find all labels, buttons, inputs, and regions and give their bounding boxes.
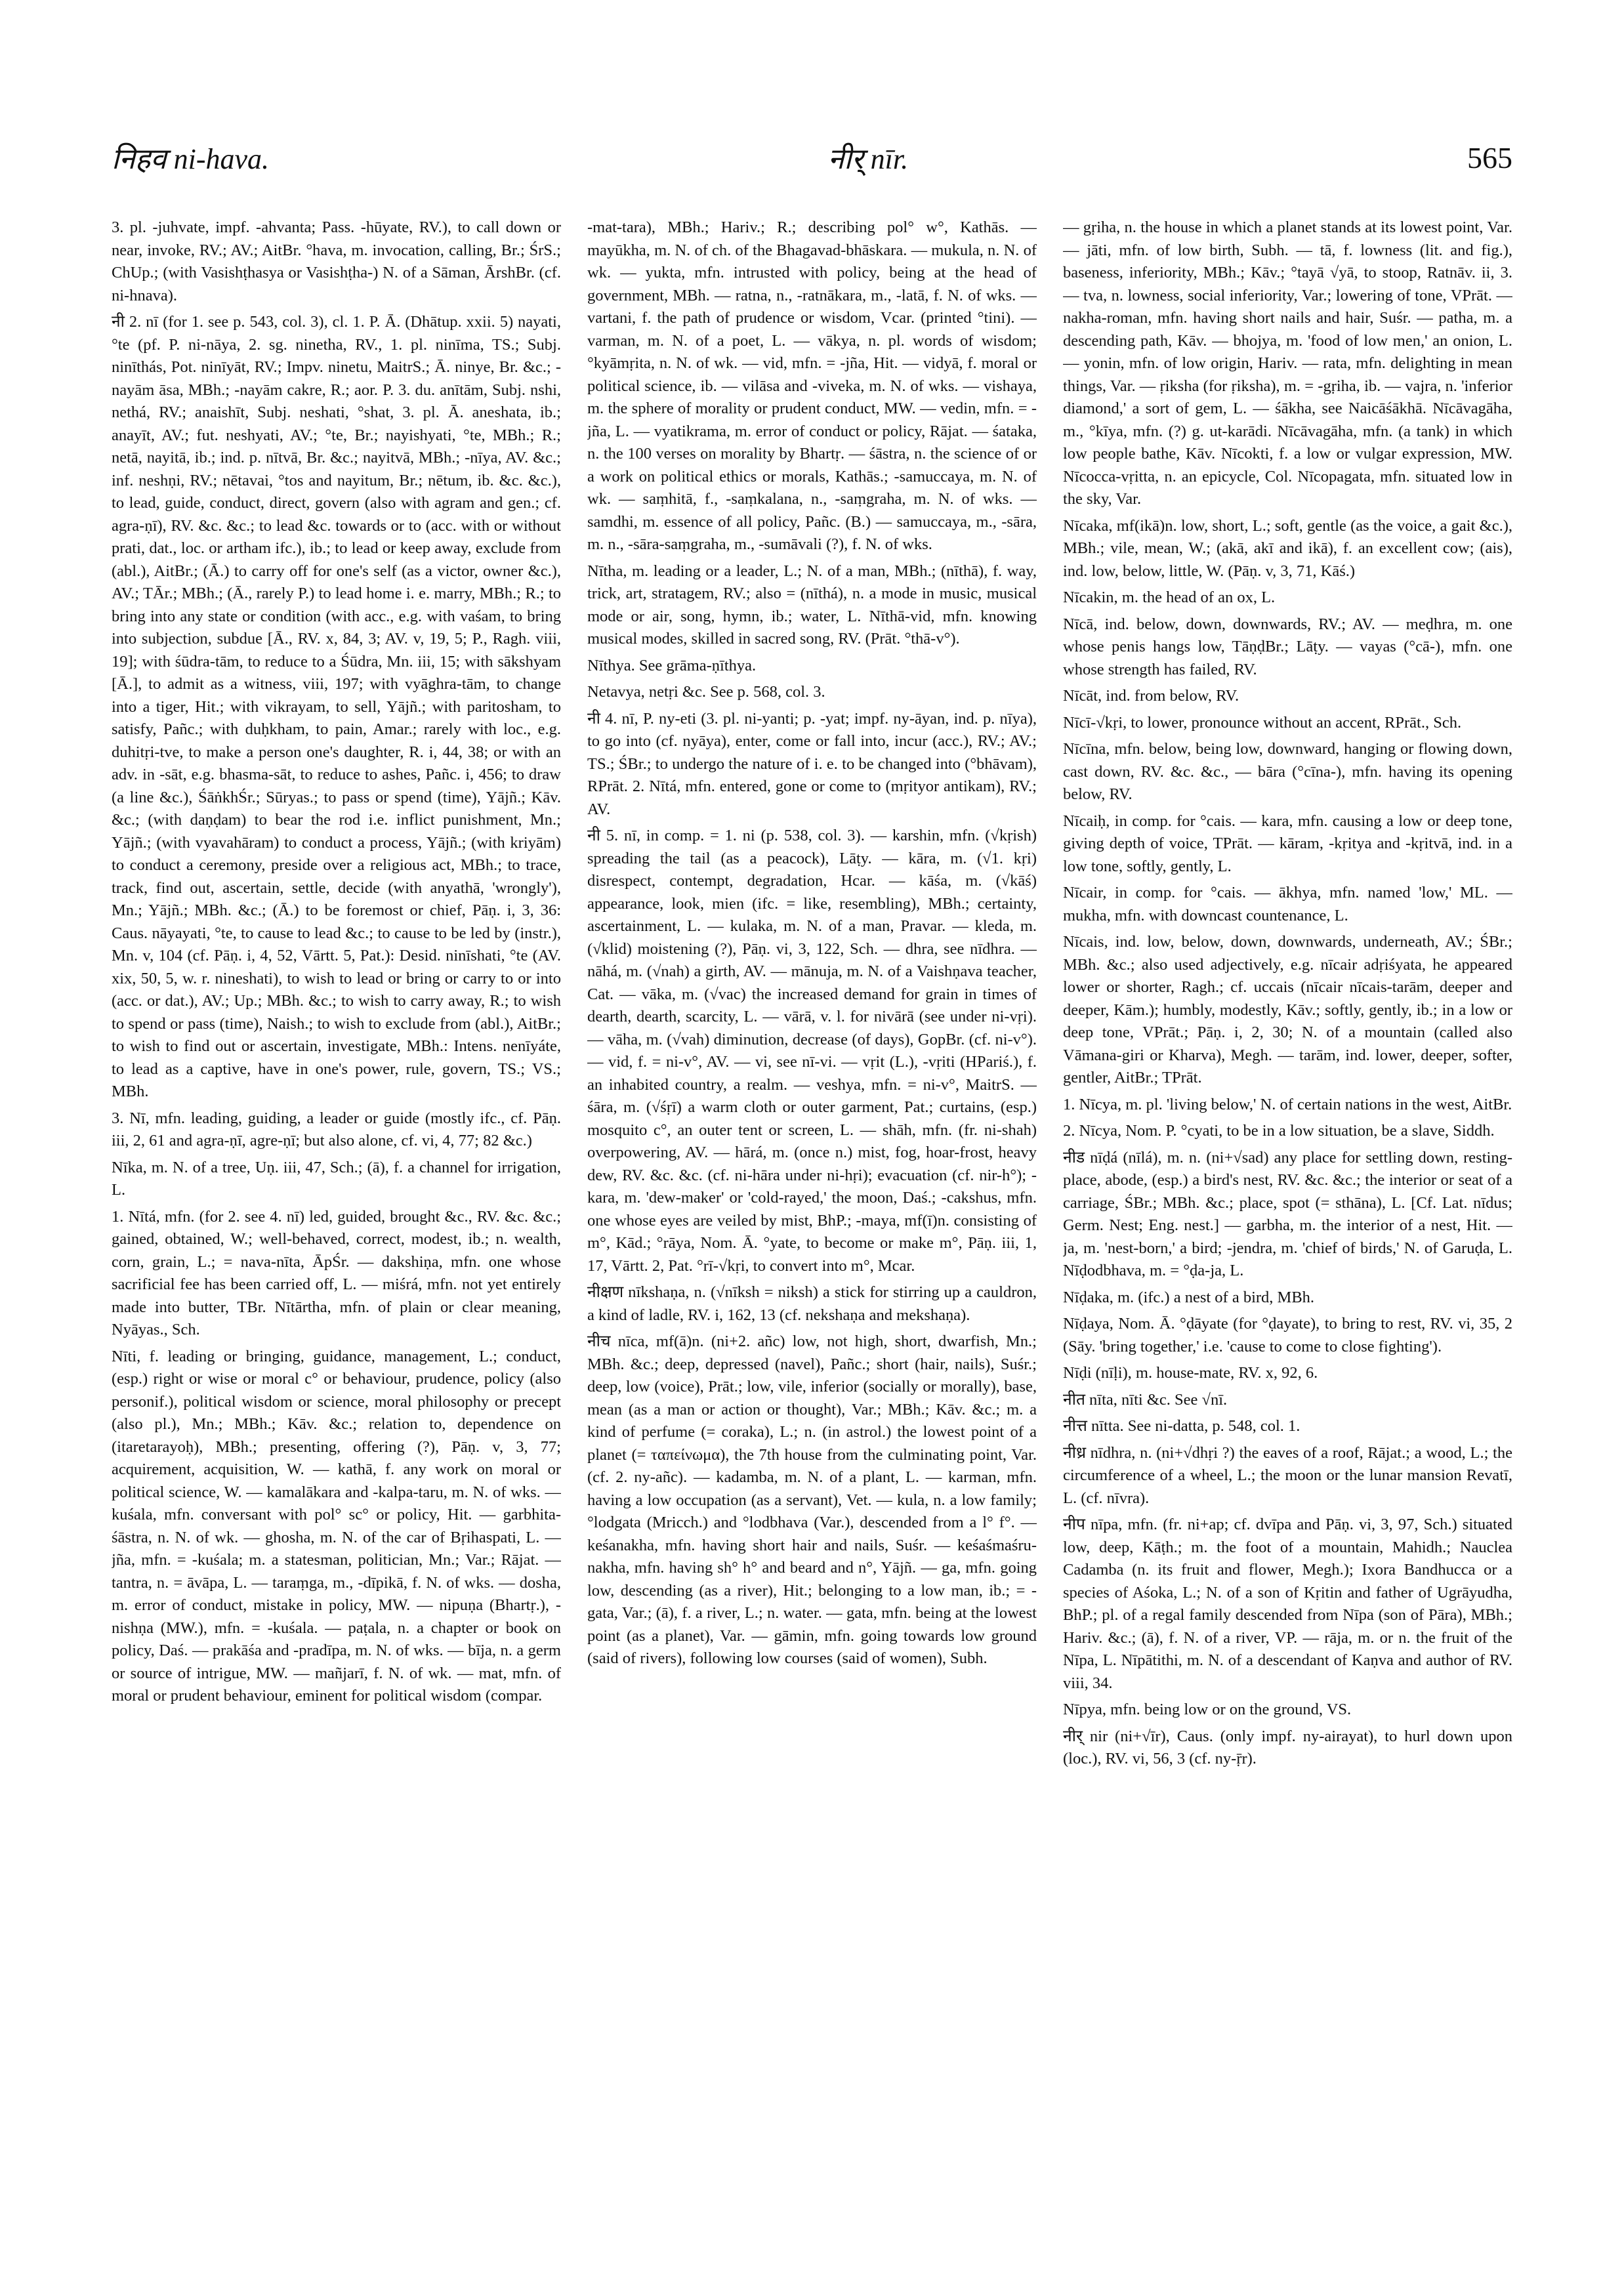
dictionary-entry: Nīcaiḥ, in comp. for °cais. — kara, mfn. causing a low or deep tone, giving depth of voice, TPrāt. — kāram, -kṛitya and -kṛitvā, ind. in a low tone, softly, gently, L. bbox=[1063, 812, 1512, 875]
dictionary-entry: नीध्र nīdhra, n. (ni+√dhṛi ?) the eaves of a roof, Rājat.; a wood, L.; the circumference of a wheel, L.; the moon or the lunar mansion Revatī, L. (cf. nīvra). bbox=[1063, 1443, 1512, 1507]
dictionary-entry: Nīḍaya, Nom. Ā. °ḍāyate (for °ḍayate), to bring to rest, RV. vi, 35, 2 (Sāy. 'bring together,' i.e. 'cause to come to close fighting'). bbox=[1063, 1315, 1512, 1355]
dictionary-entry: नी 5. nī, in comp. = 1. ni (p. 538, col. 3). — karshin, mfn. (√kṛish) spreading the tail (as a peacock), Lāṭy. — kāra, m. (√1. kṛi) disrespect, contempt, degradation, Hcar. — kāśa, m. (√kāś) appearance, look, mien (ifc. = like, resembling), MBh.; certainty, ascertainment, L. — kulaka, m. N. of a man, Pravar. — kleda, m. (√klid) moistening (?), Pāṇ. vi, 3, 122, Sch. — dhra, see nīdhra. — nāhá, m. (√nah) a girth, AV. — mānuja, m. N. of a Vaishṇava teacher, Cat. — vāka, m. (√vac) the increased demand for grain in times of dearth, dearth, scarcity, L. — vārā, v. l. for nivārā (see under ni-vṛi). — vāha, m. (√vah) diminution, decrease (of days), GopBr. (cf. ni-v°). — vid, f. = ni-v°, AV. — vi, see nī-vi. — vṛit (L.), -vṛiti (HPariś.), f. an inhabited country, a realm. — veshya, mfn. = ni-v°, MaitrS. — śāra, m. (√śṛī) a warm cloth or outer garment, Pat.; curtains, (esp.) mosquito c°, an outer tent or screen, L. — shāh, mfn. (fr. ni-shah) overpowering, AV. — hārá, m. (once n.) mist, fog, hoar-frost, heavy dew, RV. &c. &c. (cf. ni-hāra under ni-hṛi); evacuation (cf. nir-h°); -kara, m. 'dew-maker' or 'cold-rayed,' the moon, Daś.; -cakshus, mfn. one whose eyes are veiled by mist, BhP.; -maya, mf(ī)n. consisting of m°, Kād.; °rāya, Nom. Ā. °yate, to become or make m°, Pāṇ. iii, 1, 17, Vārtt. 2, Pat. °rī-√kṛi, to convert into m°, Mcar. bbox=[587, 827, 1037, 1275]
header-right-guideword: नीर् nīr. bbox=[827, 143, 909, 175]
dictionary-entry: 1. Nīcya, m. pl. 'living below,' N. of certain nations in the west, AitBr. bbox=[1063, 1095, 1512, 1113]
dictionary-entry: नीच nīca, mf(ā)n. (ni+2. añc) low, not high, short, dwarfish, Mn.; MBh. &c.; deep, depressed (navel), Pañc.; short (hair, nails), Suśr.; deep, low (voice), Prāt.; low, vile, inferior (socially or morally), base, mean (as a man or action or thought), Var.; MBh.; Kāv. &c.; m. a kind of perfume (= coraka), L.; n. (in astrol.) the lowest point of a planet (= ταπείνωμα), the 7th house from the culminating point, Var. (cf. 2. ny-añc). — kadamba, m. N. of a plant, L. — karman, mfn. having a low occupation (as a servant), Vet. — kula, n. a low family; °lodgata (Mricch.) and °lodbhava (Var.), descended from a l° f°. — keśanakha, mfn. having short hair and nails, Suśr. — keśaśmaśru-nakha, mfn. having sh° h° and beard and n°, Yājñ. — ga, mfn. going low, descending (as a river), Hit.; belonging to a low man, ib.; = -gata, Var.; (ā), f. a river, L.; n. water. — gata, mfn. being at the lowest point (as a planet), Var. — gāmin, mfn. going towards low ground (said of rivers), following low courses (said of women), Subh. bbox=[587, 1333, 1037, 1667]
column-1 bbox=[112, 217, 561, 2237]
dictionary-entry: Nīcāt, ind. from below, RV. bbox=[1063, 687, 1239, 705]
dictionary-entry: Nīḍi (nīḷi), m. house-mate, RV. x, 92, 6. bbox=[1063, 1364, 1318, 1382]
dictionary-entry: Nīka, m. N. of a tree, Uṇ. iii, 47, Sch.; (ā), f. a channel for irrigation, L. bbox=[112, 1158, 561, 1199]
dictionary-entry: — gṛiha, n. the house in which a planet stands at its lowest point, Var. — jāti, mfn. of low birth, Subh. — tā, f. lowness (lit. and fig.), baseness, inferiority, MBh.; Kāv.; °tayā √yā, to stoop, Ratnāv. ii, 3. — tva, n. lowness, social inferiority, Var.; lowering of tone, VPrāt. — nakha-roman, mfn. having short nails and hair, Suśr. — patha, m. a descending path, Kāv. — bhojya, m. 'food of low men,' an onion, L. — yonin, mfn. of low origin, Hariv. — rata, mfn. delighting in mean things, Var. — ṛiksha (for ṛiksha), m. = -gṛiha, ib. — vajra, n. 'inferior diamond,' a sort of gem, L. — śākha, see Naicāśākhā. Nīcāvagāha, m., °kīya, mfn. (?) g. ut-karādi. Nīcāvagāha, mfn. (a tank) in which low people bathe, Kāv. Nīcokti, f. a low or vulgar expression, MW. Nīcocca-vṛitta, n. an epicycle, Col. Nīcopagata, mfn. situated low in the sky, Var. bbox=[1063, 218, 1512, 508]
page-header bbox=[112, 134, 1512, 180]
dictionary-entry: नीक्षण nīkshaṇa, n. (√nīksh = niksh) a stick for stirring up a cauldron, a kind of ladle, RV. i, 162, 13 (cf. nekshaṇa and mekshaṇa). bbox=[587, 1283, 1037, 1324]
dictionary-entry: Nīcī-√kṛi, to lower, pronounce without an accent, RPrāt., Sch. bbox=[1063, 713, 1462, 732]
dictionary-entry: Nīcair, in comp. for °cais. — ākhya, mfn. named 'low,' ML. — mukha, mfn. with downcast countenance, L. bbox=[1063, 884, 1512, 924]
dictionary-entry: 1. Nītá, mfn. (for 2. see 4. nī) led, guided, brought &c., RV. &c. &c.; gained, obtained, W.; well-behaved, correct, modest, ib.; n. wealth, corn, grain, L.; = nava-nīta, ĀpŚr. — dakshiṇa, mfn. one whose sacrificial fee has been carried off, L. — miśrá, mfn. not yet entirely made into butter, TBr. Nītārtha, mfn. of plain or clear meaning, Nyāyas., Sch. bbox=[112, 1207, 561, 1338]
dictionary-entry: Nītha, m. leading or a leader, L.; N. of a man, MBh.; (nīthā), f. way, trick, art, stratagem, RV.; also = (nīthá), n. a mode in music, musical mode or air, song, hymn, ib.; water, L. Nīthā-vid, mfn. knowing musical modes, skilled in sacred song, RV. (Prāt. °thā-v°). bbox=[587, 562, 1037, 648]
header-left-guideword: निहव ni-hava. bbox=[112, 143, 270, 175]
dictionary-entry: Nīcaka, mf(ikā)n. low, short, L.; soft, gentle (as the voice, a gait &c.), MBh.; vile, mean, W.; (akā, akī and ikā), f. an excellent cow; (ais), ind. low, below, little, W. (Pāṇ. v, 3, 71, Kāś.) bbox=[1063, 516, 1512, 580]
dictionary-entry: 3. pl. -juhvate, impf. -ahvanta; Pass. -hūyate, RV.), to call down or near, invoke, RV.; AV.; AitBr. °hava, m. invocation, calling, Br.; ŚrS.; ChUp.; (with Vasishṭhasya or Vasishṭha-) N. of a Sāman, ĀrshBr. (cf. ni-hnava). bbox=[112, 218, 561, 304]
dictionary-entry: Nīcīna, mfn. below, being low, downward, hanging or flowing down, cast down, RV. &c. &c., — bāra (°cīna-), mfn. having its opening below, RV. bbox=[1063, 740, 1512, 803]
dictionary-entry: 2. Nīcya, Nom. P. °cyati, to be in a low situation, be a slave, Siddh. bbox=[1063, 1122, 1495, 1140]
dictionary-entry: Nīcā, ind. below, down, downwards, RV.; AV. — meḍhra, m. one whose penis hangs low, TāṇḍBr.; Lāṭy. — vayas (°cā-), mfn. one whose strength has failed, RV. bbox=[1063, 615, 1512, 678]
dictionary-entry: Nīcais, ind. low, below, down, downwards, underneath, AV.; ŚBr.; MBh. &c.; also used adjectively, e.g. nīcair adṛiśyata, he appeared lower or shorter, Ragh.; cf. uccais (nīcair nīcais-tarām, deeper and deeper, Kām.); humbly, modestly, Kāv.; softly, gently, ib.; in a low or deep tone, VPrāt.; Pāṇ. i, 2, 30; N. of a mountain (called also Vāmana-giri or Kharva), Megh. — tarām, ind. lower, deeper, softer, gentler, AitBr.; TPrāt. bbox=[1063, 933, 1512, 1086]
text-columns bbox=[112, 217, 1512, 2237]
dictionary-entry: Nīpya, mfn. being low or on the ground, VS. bbox=[1063, 1701, 1352, 1718]
dictionary-entry: नीप nīpa, mfn. (fr. ni+ap; cf. dvīpa and Pāṇ. vi, 3, 97, Sch.) situated low, deep, Kāṭh.; m. the foot of a mountain, Mahidh.; Nauclea Cadamba (n. its fruit and flower, Megh.); Ixora Bandhucca or a species of Aśoka, L.; N. of a son of Kṛitin and father of Ugrāyudha, BhP.; pl. of a regal family descended from Nīpa (son of Pāra), MBh.; Hariv. &c.; (ā), f. N. of a river, VP. — rāja, m. or n. the fruit of the Nīpa, L. Nīpātithi, m. N. of a descendant of Kaṇva and author of RV. viii, 34. bbox=[1063, 1516, 1512, 1692]
page-number: 565 bbox=[1467, 140, 1512, 175]
dictionary-entry: नी 4. nī, P. ny-eti (3. pl. ni-yanti; p. -yat; impf. ny-āyan, ind. p. nīya), to go into (cf. nyāya), enter, come or fall into, incur (acc.), RV.; AV.; TS.; ŚBr.; to undergo the nature of i. e. to be changed into (°bhāvam), RPrāt. 2. Nītá, mfn. entered, gone or come to (mṛityor antikam), RV.; AV. bbox=[587, 709, 1037, 818]
dictionary-entry: नी 2. nī (for 1. see p. 543, col. 3), cl. 1. P. Ā. (Dhātup. xxii. 5) nayati, °te (pf. P. ni-nāya, 2. sg. ninetha, RV., 1. pl. ninīma, TS.; Subj. ninīthás, Pot. ninīyāt, RV.; Impv. ninetu, MaitrS.; Ā. ninye, Br. &c.; -nayām āsa, MBh.; -nayām cakre, R.; aor. P. 3. du. anītām, Subj. nshi, nethá, RV.; anaishīt, Subj. neshati, °shat, 3. pl. Ā. aneshata, ib.; anayīt, AV.; fut. neshyati, AV.; °te, Br.; nayishyati, °te, MBh.; R.; netā, nayitā, ib.; ind. p. nītvā, Br. &c.; nayitvā, MBh.; -nīya, AV. &c.; inf. neshṇi, RV.; nētavai, °tos and nayitum, Br.; nētum, ib. &c. &c.), to lead, guide, conduct, direct, govern (also with agram and gen.; cf. agra-ṇī), RV. &c. &c.; to lead &c. towards or to (acc. with or without prati, dat., loc. or artham ifc.), ib.; to lead or keep away, exclude from (abl.), AitBr.; (Ā.) to carry off for one's self (as a victor, owner &c.), AV.; TĀr.; MBh.; (Ā., rarely P.) to lead home i. e. marry, MBh.; R.; to bring into any state or condition (with acc., e.g. with vaśam, to bring into subjection, subdue [Ā., RV. x, 84, 3; AV. v, 19, 5; P., Ragh. viii, 19]; with śūdra-tām, to reduce to a Śūdra, Mn. iii, 15; with sākshyam [Ā.], to admit as a witness, viii, 197; with vyāghra-tām, to change into a tiger, Hit.; with vikrayam, to sell, Yājñ.; with paritosham, to satisfy, Pañc.; with duḥkham, to pain, Amar.; rarely with loc., e.g. duhitṛi-tve, to make a person one's daughter, R. i, 44, 38; or with an adv. in -sāt, e.g. bhasma-sāt, to reduce to ashes, Pañc. i, 456; to draw (a line &c.), ŚāṅkhŚr.; Sūryas.; to pass or spend (time), Yājñ.; Kāv. &c.; (with daṇḍam) to bear the rod i.e. inflict punishment, Mn.; Yājñ.; (with vyavahāram) to conduct a process, Yājñ.; (with kriyām) to conduct a ceremony, preside over a religious act, MBh.; to trace, track, find out, ascertain, settle, decide (with anyathā, 'wrongly'), Mn.; Yājñ.; MBh. &c.; (Ā.) to be foremost or chief, Pāṇ. i, 3, 36: Caus. nāyayati, °te, to cause to lead &c.; to cause to be led by (instr.), Mn. v, 104 (cf. Pāṇ. i, 4, 52, Vārtt. 5, Pat.): Desid. ninīshati, °te (AV. xix, 50, 5, w. r. nineshati), to wish to lead or bring or carry to or into (acc. or dat.), AV.; Up.; MBh. &c.; to wish to carry away, R.; to wish to spend or pass (time), Naish.; to wish to exclude from (abl.), AitBr.; to wish to find out or ascertain, investigate, MBh.: Intens. nenīyáte, to lead as a captive, have in one's power, rule, govern, TS.; VS.; MBh. bbox=[112, 313, 561, 1100]
dictionary-entry: Nīthya. See grāma-ṇīthya. bbox=[587, 656, 757, 674]
column-2 bbox=[587, 217, 1037, 2237]
dictionary-entry: -mat-tara), MBh.; Hariv.; R.; describing pol° w°, Kathās. — mayūkha, m. N. of ch. of the Bhagavad-bhāskara. — mukula, n. N. of wk. — yukta, mfn. intrusted with policy, being at the head of government, MBh. — ratna, n., -ratnākara, m., -latā, f. N. of wks. — vartani, f. the path of prudence or wisdom, Vcar. (printed °tini). — varman, m. N. of a poet, L. — vākya, n. pl. words of wisdom; °kyāmṛita, n. N. of wk. — vid, mfn. = -jña, Hit. — vidyā, f. moral or political science, ib. — vilāsa and -viveka, m. N. of wks. — vishaya, m. the sphere of morality or prudent conduct, MW. — vedin, mfn. = -jña, L. — vyatikrama, m. error of conduct or policy, Rājat. — śataka, n. the 100 verses on morality by Bhartṛ. — śāstra, n. the science of or a work on political ethics or morals, Kathās.; -samuccaya, m. N. of wk. — saṃhitā, f., -saṃkalana, n., -saṃgraha, m. N. of wks. — samdhi, m. essence of all policy, Pañc. (B.) — samuccaya, m., -sāra, m. n., -sāra-saṃgraha, m., -sumāvali (?), f. N. of wks. bbox=[587, 218, 1037, 553]
dictionary-entry: 3. Nī, mfn. leading, guiding, a leader or guide (mostly ifc., cf. Pāṇ. iii, 2, 61 and agra-ṇī, agre-ṇī; but also alone, cf. vi, 4, 77; 82 &c.) bbox=[112, 1109, 561, 1149]
dictionary-entry: नीर् nir (ni+√īr), Caus. (only impf. ny-airayat), to hurl down upon (loc.), RV. vi, 56, 3 (cf. ny-ṝr). bbox=[1063, 1727, 1512, 1768]
dictionary-entry: Nīḍaka, m. (ifc.) a nest of a bird, MBh. bbox=[1063, 1288, 1315, 1306]
dictionary-entry: Netavya, netṛi &c. See p. 568, col. 3. bbox=[587, 683, 825, 701]
dictionary-entry: नीड nīḍá (nīlá), m. n. (ni+√sad) any place for settling down, resting-place, abode, (esp.) a bird's nest, RV. &c. &c.; the interior or seat of a carriage, ŚBr.; MBh. &c.; place, spot (= sthāna), L. [Cf. Lat. nīdus; Germ. Nest; Eng. nest.] — garbha, m. the interior of a nest, Hit. — ja, m. 'nest-born,' a bird; -jendra, m. 'chief of birds,' N. of Garuḍa, L. Nīḍodbhava, m. = °ḍa-ja, L. bbox=[1063, 1148, 1512, 1279]
dictionary-entry: नीत nīta, nīti &c. See √nī. bbox=[1063, 1390, 1228, 1409]
column-3 bbox=[1063, 217, 1512, 2237]
dictionary-entry: Nīcakin, m. the head of an ox, L. bbox=[1063, 589, 1276, 606]
dictionary-entry: नीत्त nītta. See ni-datta, p. 548, col. 1. bbox=[1063, 1417, 1301, 1435]
dictionary-entry: Nīti, f. leading or bringing, guidance, management, L.; conduct, (esp.) right or wise or moral c° or behaviour, prudence, policy (also personif.), political wisdom or science, moral philosophy or precept (also pl.), Mn.; MBh.; Kāv. &c.; relation to, dependence on (itaretarayoḥ), MBh.; presenting, offering (?), Pāṇ. v, 3, 77; acquirement, acquisition, W. — kathā, f. any work on moral or political science, W. — kamalākara and -kalpa-taru, m. N. of wks. — kuśala, mfn. conversant with pol° sc° or policy, Hit. — garbhita-śāstra, n. N. of wk. — ghosha, m. N. of the car of Bṛihaspati, L. — jña, mfn. = -kuśala; m. a statesman, politician, Mn.; Var.; Rājat. — tantra, n. = āvāpa, L. — taraṃga, m., -dīpikā, f. N. of wks. — dosha, m. error of conduct, mistake in policy, MW. — nipuṇa (Bhartṛ.), -nishṇa (MW.), mfn. = -kuśala. — paṭala, n. a chapter or book on policy, Daś. — prakāśa and -pradīpa, m. N. of wks. — bīja, n. a germ or source of intrigue, MW. — mañjarī, f. N. of wk. — mat, mfn. of moral or prudent behaviour, eminent for political wisdom (compar. bbox=[112, 1347, 561, 1705]
